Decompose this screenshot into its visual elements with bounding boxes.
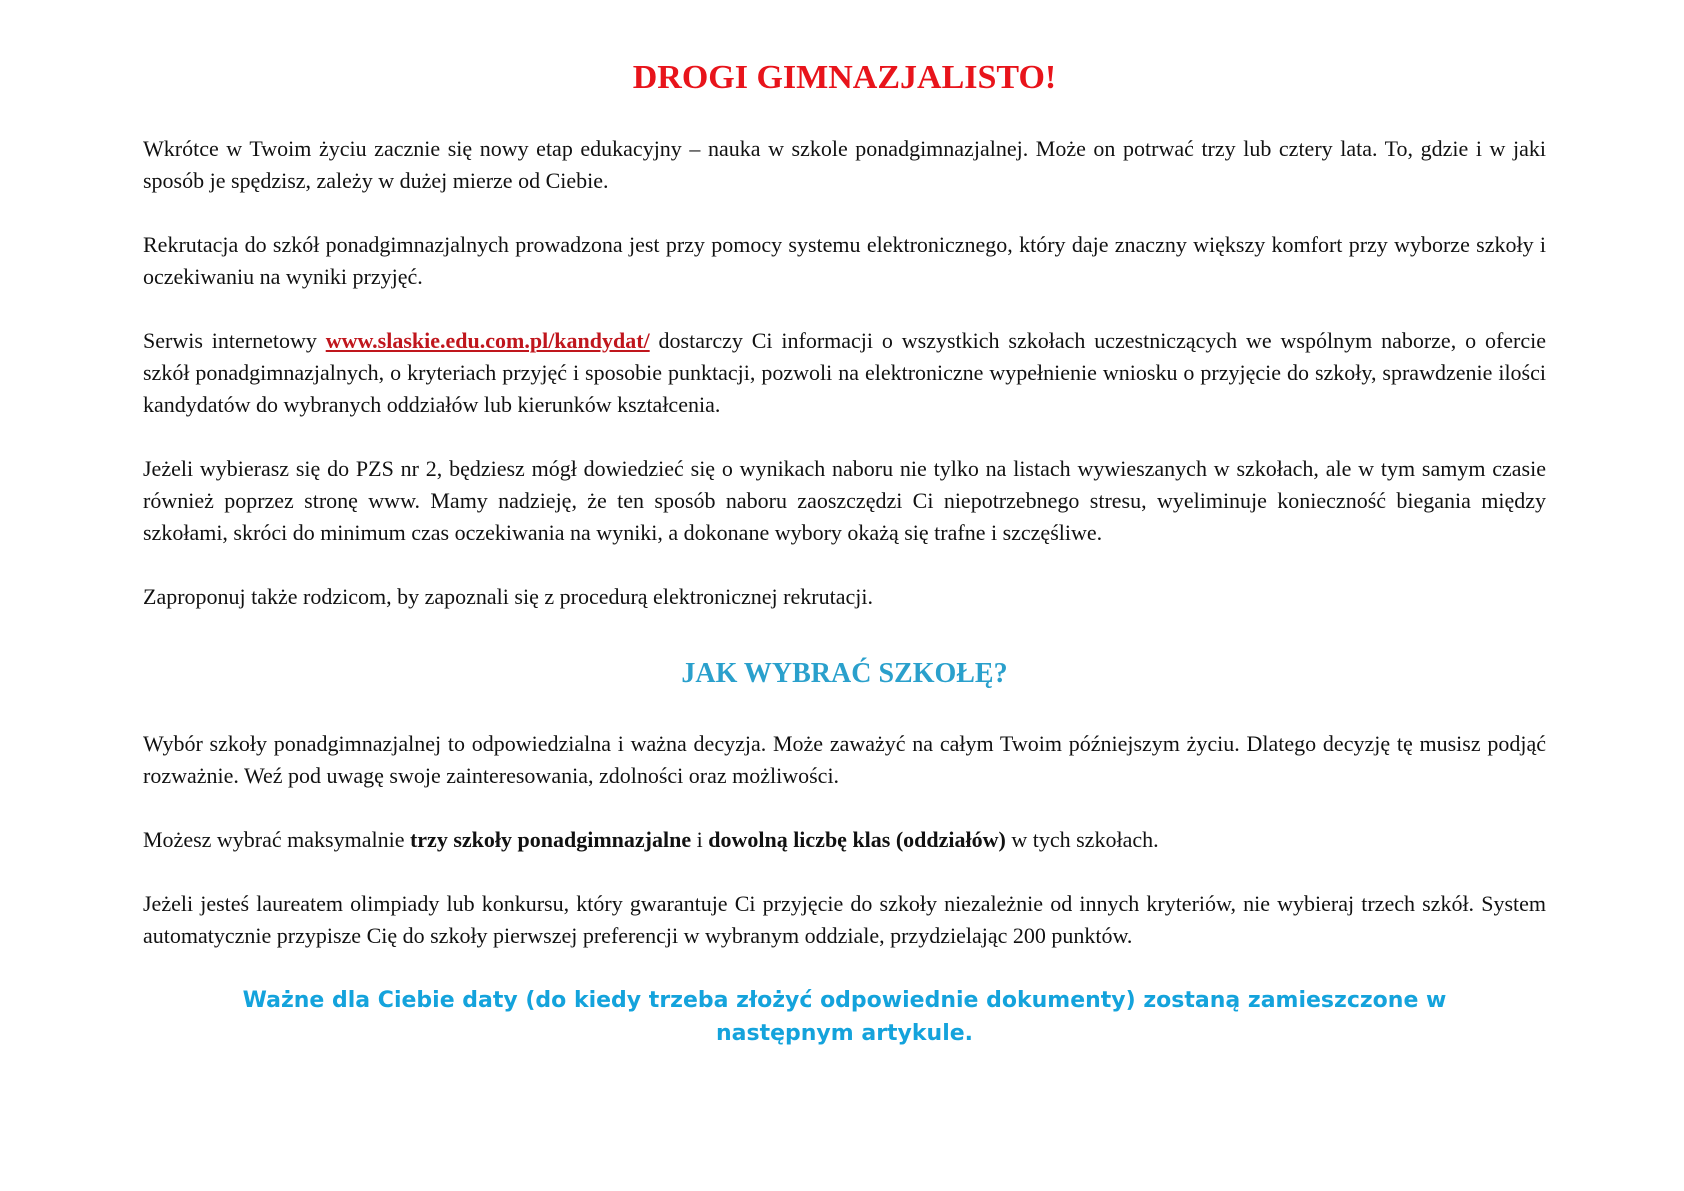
- intro-paragraph-5: Zaproponuj także rodzicom, by zapoznali się z procedurą elektronicznej rekrutacji.: [143, 583, 873, 609]
- bold-three-schools: trzy szkoły ponadgimnazjalne: [409, 827, 692, 853]
- important-dates-note: Ważne dla Ciebie daty (do kiedy trzeba złożyć odpowiednie dokumenty) zostaną zamieszczone w następnym artykule.: [242, 988, 1447, 1047]
- intro-paragraph-3-end: dostarczy Ci informacji o wszystkich szkołach uczestniczących we wspólnym naborze, o ofercie szkół ponadgimnazjalnych, o kryteriach przyjęć i sposobie punktacji, pozwoli na elektroniczne wypełnienie wniosku o przyjęcie do szkoły, sprawdzenie ilości kandydatów do wybranych oddziałów lub kierunków kształcenia.: [143, 327, 1546, 417]
- intro-paragraph-4: Jeżeli wybierasz się do PZS nr 2, będziesz mógł dowiedzieć się o wynikach naboru nie tylko na listach wywieszanych w szkołach, ale w tym samym czasie również poprzez stronę www. Mamy nadzieję, że ten sposób naboru zaoszczędzi Ci niepotrzebnego stresu, wyeliminuje konieczność biegania między szkołami, skróci do minimum czas oczekiwania na wyniki, a dokonane wybory okażą się trafne i szczęśliwe.: [143, 455, 1546, 545]
- intro-paragraph-1: Wkrótce w Twoim życiu zacznie się nowy etap edukacyjny – nauka w szkole ponadgimnazjalnej. Może on potrwać trzy lub cztery lata. To, gdzie i w jaki sposób je spędzisz, zależy w dużej mierze od Ciebie.: [143, 135, 1546, 193]
- intro-paragraph-3: [143, 325, 1546, 421]
- section-paragraph-3: Jeżeli jesteś laureatem olimpiady lub konkursu, który gwarantuje Ci przyjęcie do szkoły niezależnie od innych kryteriów, nie wybieraj trzech szkół. System automatycznie przypisze Cię do szkoły pierwszej preferencji w wybranym oddziale, przydzielając 200 punktów.: [143, 891, 1546, 949]
- section-paragraph-1: Wybór szkoły ponadgimnazjalnej to odpowiedzialna i ważna decyzja. Może zaważyć na całym Twoim późniejszym życiu. Dlatego decyzję tę musisz podjąć rozważnie. Weź pod uwagę swoje zainteresowania, zdolności oraz możliwości.: [143, 731, 1546, 789]
- page-title: DROGI GIMNAZJALISTO!: [632, 59, 1057, 96]
- section-paragraph-2-c: i: [691, 827, 709, 853]
- section-paragraph-2-e: w tych szkołach.: [1005, 827, 1159, 853]
- section-paragraph-2: [143, 824, 1546, 856]
- section-paragraph-2-a: Możesz wybrać maksymalnie: [143, 827, 410, 853]
- section-title: JAK WYBRAĆ SZKOŁĘ?: [681, 657, 1008, 689]
- bold-any-classes: dowolną liczbę klas (oddziałów): [708, 827, 1006, 853]
- intro-paragraph-2: Rekrutacja do szkół ponadgimnazjalnych prowadzona jest przy pomocy systemu elektronicznego, który daje znaczny większy komfort przy wyborze szkoły i oczekiwaniu na wyniki przyjęć.: [143, 231, 1546, 289]
- document-page: [143, 58, 1546, 1050]
- kandydat-link[interactable]: www.slaskie.edu.com.pl/kandydat/: [325, 327, 650, 353]
- intro-paragraph-3-start: Serwis internetowy: [143, 327, 326, 353]
